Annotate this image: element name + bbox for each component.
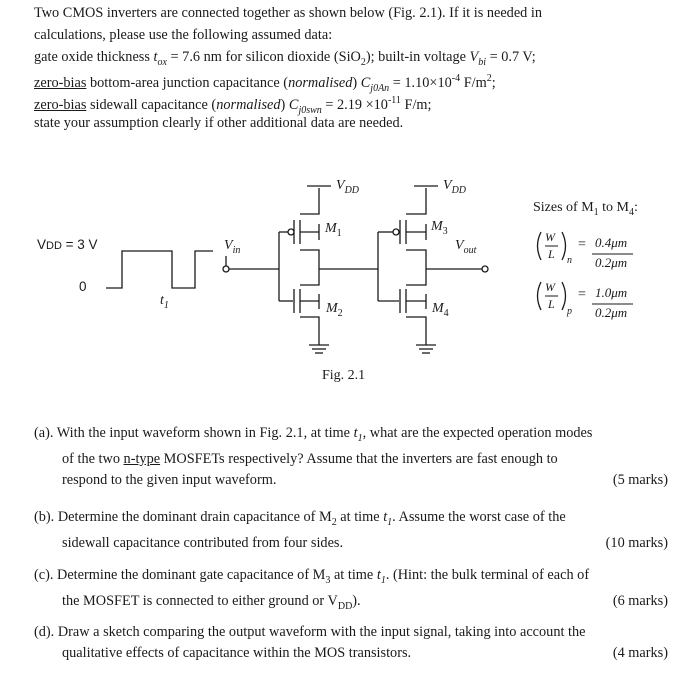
p-w: W bbox=[545, 280, 555, 294]
m4-label: $M_4$ bbox=[432, 301, 449, 319]
vin-label: $V_{in}$ bbox=[224, 238, 241, 256]
marks-d: (4 marks) bbox=[612, 645, 668, 661]
question-a: (a). With the input waveform shown in Fig. 2.1, at time $t_1$, what are the expected operation modes of the two n-type MOSFETs respectively? Assume that the inverters are fast enough to respond to the given input waveform. (5 marks) bbox=[34, 423, 668, 491]
marks-a: (5 marks) bbox=[612, 471, 668, 488]
question-c: (c). Determine the dominant gate capacitance of $M_3$ at time $t_1$. (Hint: the bulk terminal of each of the MOSFET is connected to either ground or $V_{DD}$). (6 marks) bbox=[34, 567, 668, 612]
n-denominator: 0.2μm bbox=[595, 255, 628, 270]
t1-label: $t_1$ bbox=[160, 293, 169, 311]
intro-line-2: calculations, please use the following assumed data: bbox=[34, 27, 333, 43]
marks-b: (10 marks) bbox=[605, 534, 668, 551]
m3-label: $M_3$ bbox=[431, 219, 448, 237]
n-w: W bbox=[545, 230, 555, 244]
vout-label: $V_{out}$ bbox=[455, 238, 477, 256]
input-waveform bbox=[106, 251, 213, 288]
m1-label: $M_1$ bbox=[325, 221, 342, 239]
intro-line-5: zero-bias sidewall capacitance (normalised) $C_{j0swn} = 2.19 \times 10^{-11}$ F/m; bbox=[34, 95, 432, 116]
intro-line-1: Two CMOS inverters are connected together as shown below (Fig. 2.1). If it is needed in bbox=[34, 5, 543, 21]
waveform-high-label: VDD = 3 V bbox=[37, 237, 98, 252]
waveform-low-label: 0 bbox=[79, 279, 87, 294]
n-eq: = bbox=[578, 237, 586, 252]
intro-line-6: state your assumption clearly if other additional data are needed. bbox=[34, 115, 404, 131]
p-l: L bbox=[548, 297, 555, 311]
sizes-title: Sizes of $M_1$ to $M_4$: bbox=[533, 200, 638, 218]
n-l: L bbox=[548, 247, 555, 261]
question-d: (d). Draw a sketch comparing the output waveform with the input signal, taking into account the qualitative effects of capacitance within the MOS transistors. (4 marks) bbox=[34, 622, 668, 664]
vdd-label-2: $V_{DD}$ bbox=[443, 178, 467, 196]
question-b: (b). Determine the dominant drain capacitance of $M_2$ at time $t_1$. Assume the worst case of the sidewall capacitance contributed from four sides. (10 marks) bbox=[34, 507, 668, 554]
p-eq: = bbox=[578, 287, 586, 302]
intro-line-3: gate oxide thickness $t_{ox} = 7.6$ nm for silicon dioxide (SiO$_2$); built-in voltage $V_{bi} = 0.7$ V; bbox=[34, 49, 536, 68]
n-numerator: 0.4μm bbox=[595, 235, 628, 250]
m2-label: $M_2$ bbox=[326, 301, 343, 319]
p-numerator: 1.0μm bbox=[595, 285, 628, 300]
marks-c: (6 marks) bbox=[612, 592, 668, 609]
n-sub: n bbox=[567, 255, 572, 266]
intro-line-4: zero-bias bottom-area junction capacitance (normalised) $C_{j0An} = 1.10\times 10^{-4}$ $F/m^2$; bbox=[34, 73, 496, 94]
figure-caption: Fig. 2.1 bbox=[322, 368, 366, 383]
p-denominator: 0.2μm bbox=[595, 305, 628, 320]
p-sub: p bbox=[567, 306, 572, 317]
vdd-label-1: $V_{DD}$ bbox=[336, 178, 360, 196]
